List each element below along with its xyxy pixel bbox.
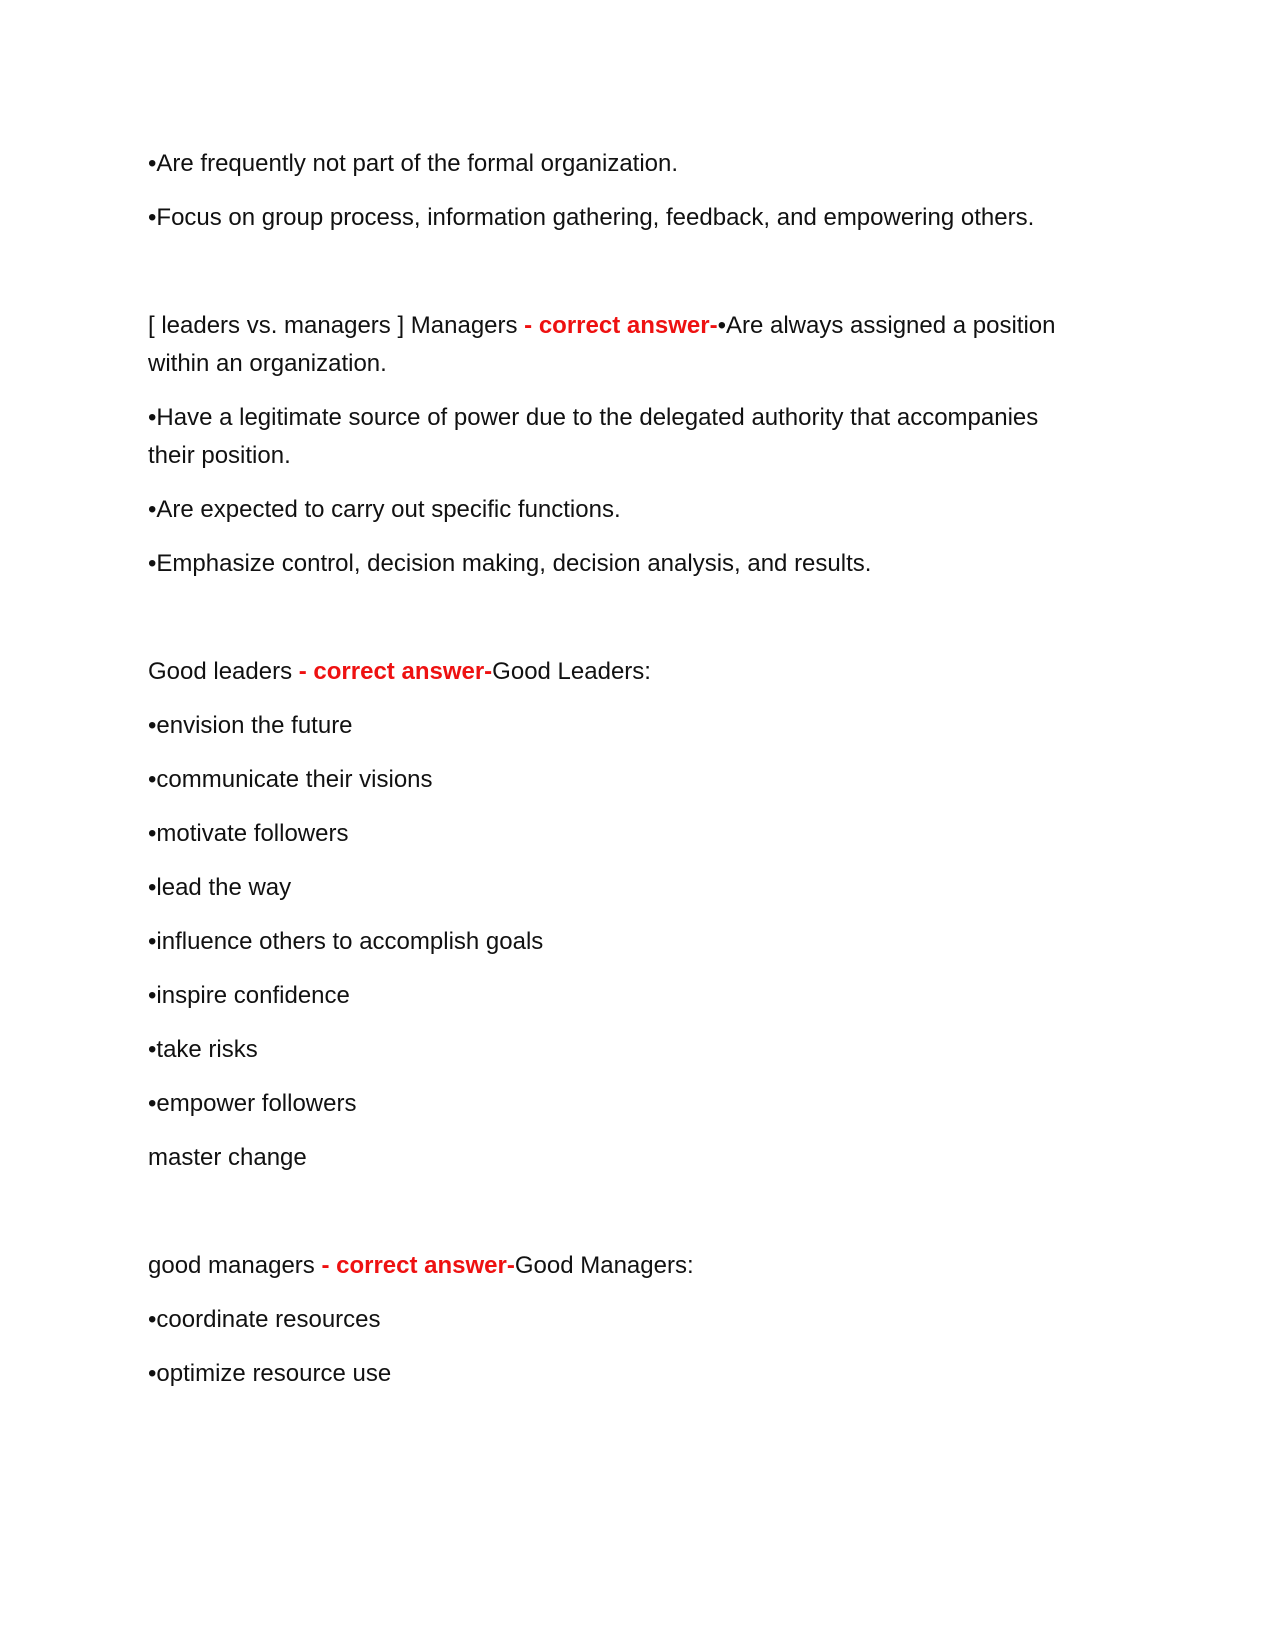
answer-bullet: •empower followers <box>148 1090 357 1117</box>
answer-bullet: •take risks <box>148 1036 258 1063</box>
answer-bullet: •influence others to accomplish goals <box>148 928 544 955</box>
answer-bullet: •Are expected to carry out specific functions. <box>148 496 621 523</box>
answer-bullet: •motivate followers <box>148 820 349 847</box>
answer-bullet: master change <box>148 1144 307 1171</box>
correct-answer-marker: - correct answer- <box>321 1252 515 1279</box>
answer-bullet: •optimize resource use <box>148 1360 392 1387</box>
section-gap <box>148 599 1078 653</box>
correct-answer-marker: - correct answer- <box>298 658 493 685</box>
card-term: [ leaders vs. managers ] Managers <box>148 312 525 339</box>
card-answer: Good Leaders: <box>492 658 651 685</box>
card-question <box>148 1247 1078 1285</box>
answer-bullet: •Emphasize control, decision making, decision analysis, and results. <box>148 550 872 577</box>
answer-bullet: •coordinate resources <box>148 1306 381 1333</box>
section-gap <box>148 253 1078 307</box>
correct-answer-marker: - correct answer- <box>524 312 718 339</box>
intro-bullet: •Are frequently not part of the formal organization. <box>148 150 679 177</box>
answer-bullet: •lead the way <box>148 874 292 901</box>
document-page <box>148 145 1078 1409</box>
card-term: Good leaders <box>148 658 299 685</box>
section-gap <box>148 1193 1078 1247</box>
card-question <box>148 653 1078 691</box>
answer-bullet: •Have a legitimate source of power due to the delegated authority that accompanies their position. <box>148 404 1039 469</box>
card-question <box>148 307 1078 383</box>
answer-bullet: •inspire confidence <box>148 982 350 1009</box>
answer-bullet: •envision the future <box>148 712 353 739</box>
intro-bullet: •Focus on group process, information gathering, feedback, and empowering others. <box>148 204 1035 231</box>
card-answer: Good Managers: <box>514 1252 694 1279</box>
card-answer: •Are always assigned a position within an organization. <box>148 312 1056 377</box>
card-term: good managers <box>148 1252 322 1279</box>
answer-bullet: •communicate their visions <box>148 766 433 793</box>
